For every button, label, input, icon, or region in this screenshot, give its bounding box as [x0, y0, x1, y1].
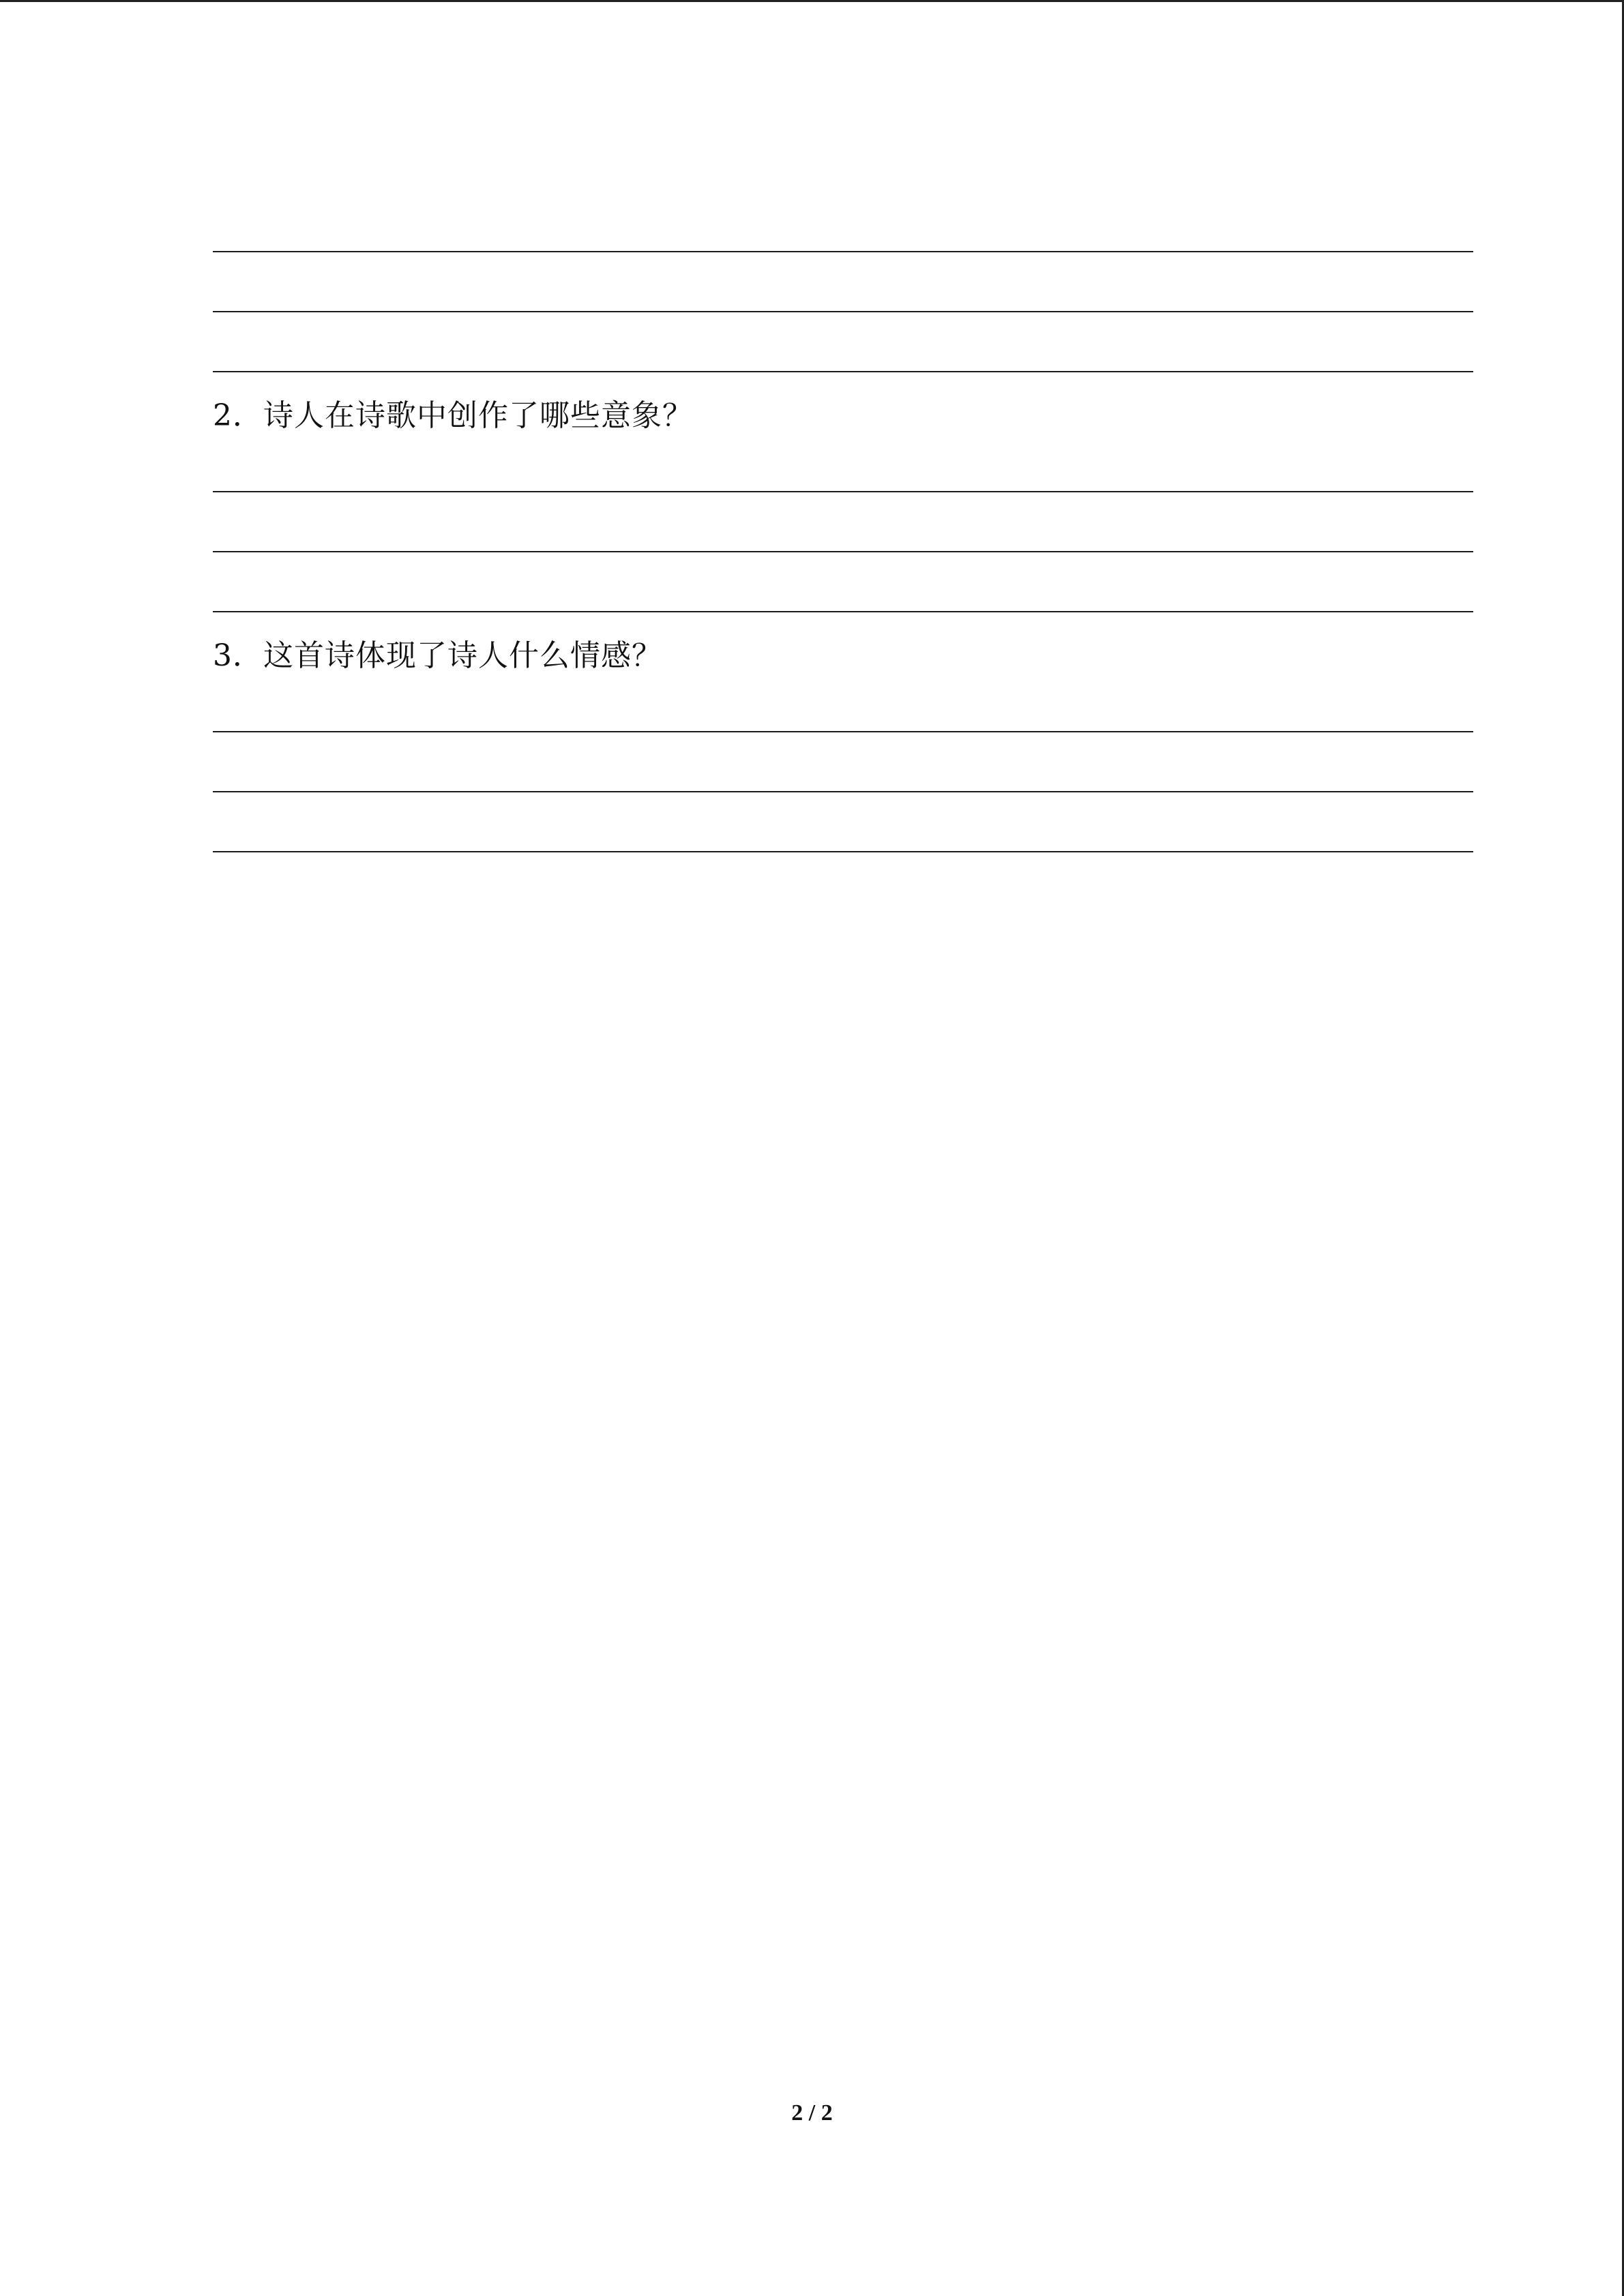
answer-line: [213, 791, 1473, 792]
answer-line: [213, 731, 1473, 732]
page-top-border: [0, 0, 1624, 2]
answer-line: [213, 251, 1473, 252]
answer-line: [213, 611, 1473, 612]
question-2: 2．诗人在诗歌中创作了哪些意象？: [213, 398, 693, 433]
answer-line: [213, 491, 1473, 492]
answer-line: [213, 311, 1473, 312]
answer-line: [213, 371, 1473, 372]
question-3: 3．这首诗体现了诗人什么情感？: [213, 638, 662, 673]
page-number: 2 / 2: [791, 2100, 833, 2126]
answer-line: [213, 551, 1473, 552]
answer-line: [213, 851, 1473, 852]
